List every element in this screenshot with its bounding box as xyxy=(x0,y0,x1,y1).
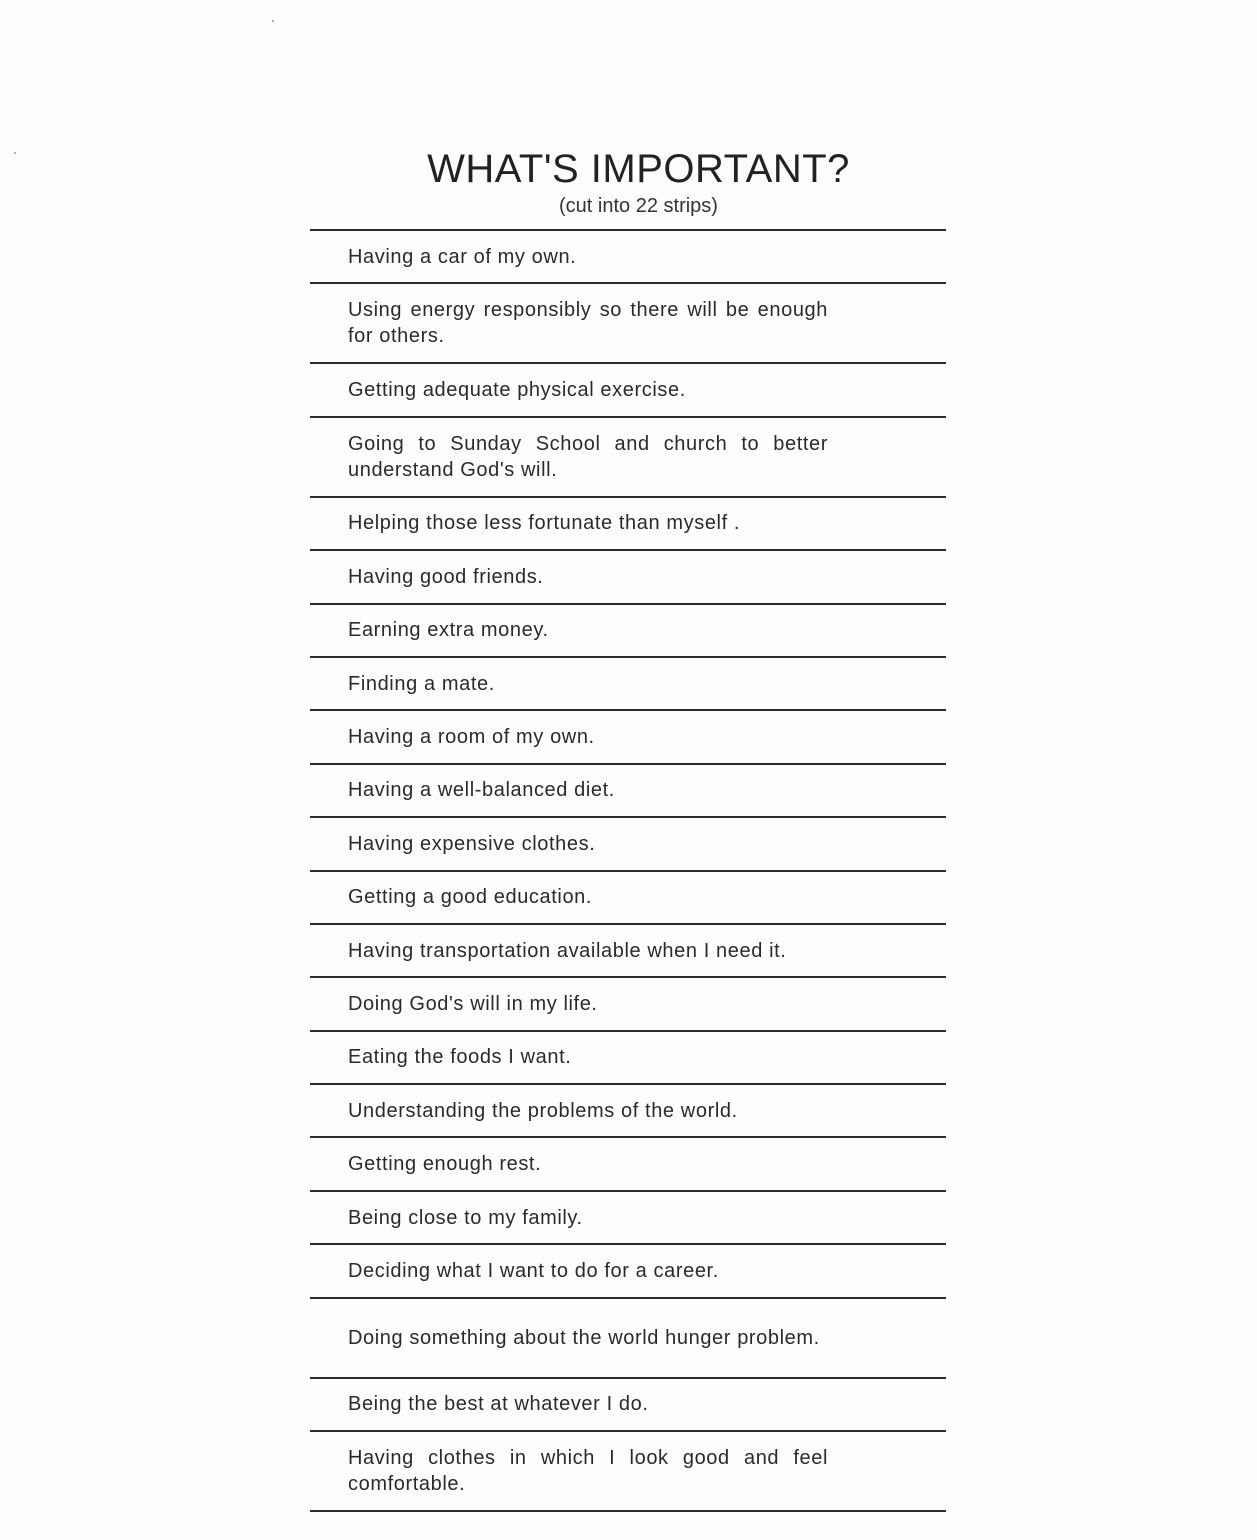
strip-item xyxy=(310,1032,946,1085)
strip-text: Having a car of my own. xyxy=(348,245,577,268)
strip-item xyxy=(310,818,946,871)
strip-item xyxy=(310,1432,946,1512)
strip-text: Having expensive clothes. xyxy=(348,832,596,855)
strip-item xyxy=(310,364,946,417)
strip-item xyxy=(310,658,946,711)
strip-text: Having a well-balanced diet. xyxy=(348,779,615,802)
strip-item xyxy=(310,498,946,551)
strip-text: Being the best at whatever I do. xyxy=(348,1393,649,1416)
strip-text: Having good friends. xyxy=(348,565,544,588)
strip-item xyxy=(310,1245,946,1298)
strip-item xyxy=(310,872,946,925)
strip-item xyxy=(310,711,946,764)
strip-item xyxy=(310,765,946,818)
strip-text: Having clothes in which I look good and feel comfortable. xyxy=(348,1447,828,1496)
strip-text: Going to Sunday School and church to better understand God's will. xyxy=(348,432,828,481)
page-title: WHAT'S IMPORTANT? xyxy=(427,147,850,191)
worksheet-header xyxy=(0,143,1257,219)
strip-text: Eating the foods I want. xyxy=(348,1046,572,1069)
strip-item xyxy=(310,231,946,284)
strip-text: Helping those less fortunate than myself . xyxy=(348,512,741,535)
strip-text: Deciding what I want to do for a career. xyxy=(348,1259,719,1282)
strip-text: Having transportation available when I need it. xyxy=(348,939,787,962)
page-subtitle: (cut into 22 strips) xyxy=(559,195,718,217)
strip-text: Using energy responsibly so there will be enough for others. xyxy=(348,299,828,348)
strip-item xyxy=(310,978,946,1031)
strip-list xyxy=(310,229,946,1512)
strip-item xyxy=(310,284,946,364)
strip-text: Being close to my family. xyxy=(348,1206,583,1229)
strip-item xyxy=(310,925,946,978)
strip-text: Getting a good education. xyxy=(348,886,593,909)
strip-item xyxy=(310,418,946,498)
strip-item xyxy=(310,1379,946,1432)
strip-text: Having a room of my own. xyxy=(348,726,595,749)
strip-text: Getting enough rest. xyxy=(348,1153,542,1176)
strip-item xyxy=(310,605,946,658)
strip-text: Getting adequate physical exercise. xyxy=(348,379,686,402)
strip-text: Doing God's will in my life. xyxy=(348,992,598,1015)
strip-item xyxy=(310,1299,946,1379)
paper-speck xyxy=(272,20,274,22)
strip-text: Understanding the problems of the world. xyxy=(348,1099,738,1122)
strip-item xyxy=(310,1085,946,1138)
strip-text: Finding a mate. xyxy=(348,672,495,695)
strip-text: Earning extra money. xyxy=(348,619,549,642)
strip-item xyxy=(310,1192,946,1245)
strip-item xyxy=(310,551,946,604)
strip-text: Doing something about the world hunger problem. xyxy=(348,1326,820,1349)
strip-item xyxy=(310,1138,946,1191)
